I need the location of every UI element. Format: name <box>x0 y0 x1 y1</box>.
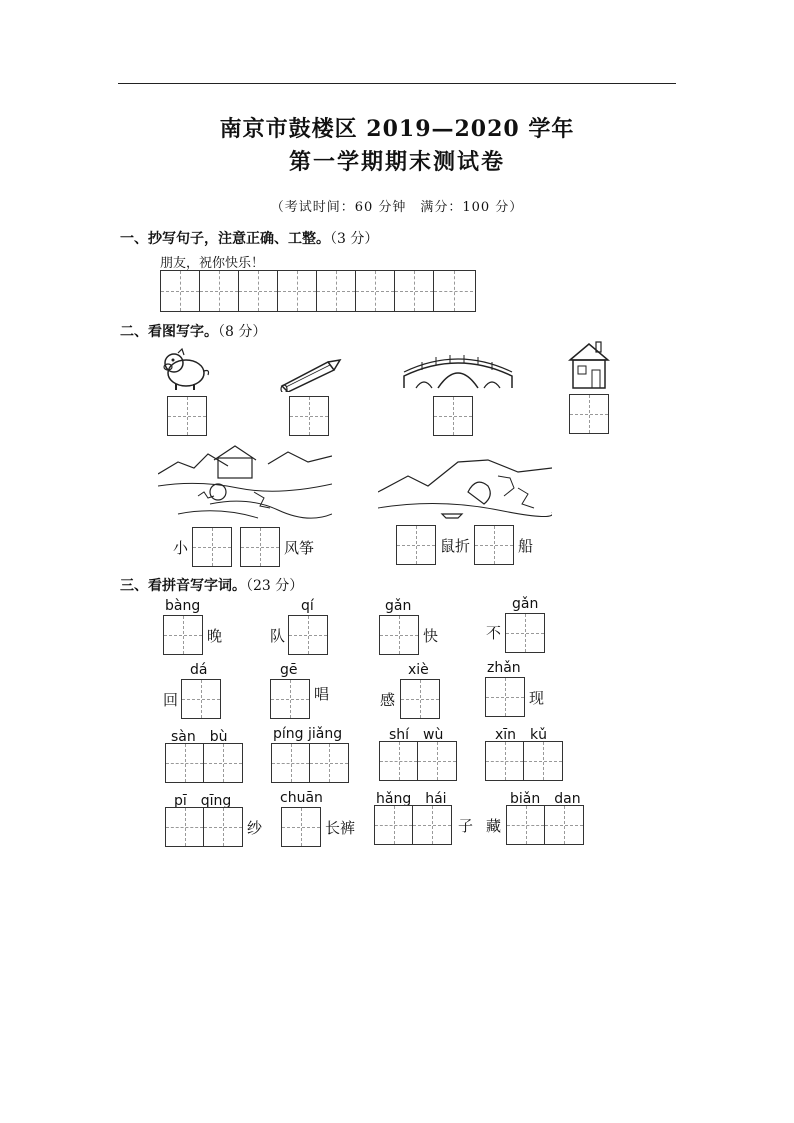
writing-cell[interactable] <box>545 806 583 844</box>
writing-grid[interactable] <box>165 807 243 847</box>
writing-grid-sentence[interactable] <box>160 270 476 312</box>
writing-cell[interactable] <box>524 742 562 780</box>
writing-grid-scene1-b[interactable] <box>240 527 280 567</box>
section2-title: 二、看图写字。 <box>120 324 218 340</box>
section1-points: （3 分） <box>330 231 379 247</box>
writing-grid[interactable] <box>506 805 584 845</box>
writing-grid[interactable] <box>379 615 419 655</box>
writing-cell[interactable] <box>356 271 395 311</box>
word-char: 子 <box>458 817 474 835</box>
writing-grid[interactable] <box>485 741 563 781</box>
writing-cell[interactable] <box>271 680 309 718</box>
writing-cell[interactable] <box>272 744 310 782</box>
writing-cell[interactable] <box>161 271 200 311</box>
writing-cell[interactable] <box>168 397 206 435</box>
pinyin-label: dá <box>190 662 208 678</box>
writing-grid-scene2-a[interactable] <box>396 525 436 565</box>
pinyin-label: hǎng hái <box>376 791 447 807</box>
word-char: 回 <box>163 691 179 709</box>
bridge-icon <box>402 352 514 392</box>
pinyin-label: xiè <box>408 662 429 678</box>
section3-points: （23 分） <box>246 578 304 594</box>
writing-grid-bridge[interactable] <box>433 396 473 436</box>
writing-grid[interactable] <box>374 805 452 845</box>
page-subtitle: 第一学期期末测试卷 <box>288 149 505 175</box>
pinyin-label: gē <box>280 662 298 678</box>
pinyin-label: gǎn <box>385 598 412 614</box>
word-char: 感 <box>380 691 396 709</box>
writing-cell[interactable] <box>507 806 545 844</box>
writing-cell[interactable] <box>475 526 513 564</box>
writing-grid-scene1-a[interactable] <box>192 527 232 567</box>
section3-title: 三、看拼音写字词。 <box>120 578 246 594</box>
pinyin-label: pī qīng <box>174 793 232 809</box>
writing-grid[interactable] <box>505 613 545 653</box>
writing-cell[interactable] <box>395 271 434 311</box>
pencil-icon <box>278 356 342 392</box>
writing-grid-scene2-b[interactable] <box>474 525 514 565</box>
writing-cell[interactable] <box>486 678 524 716</box>
house-icon <box>568 340 610 390</box>
writing-cell[interactable] <box>380 742 418 780</box>
exam-info: （考试时间：60 分钟 满分：100 分） <box>270 200 524 215</box>
writing-grid-pencil[interactable] <box>289 396 329 436</box>
writing-cell[interactable] <box>310 744 348 782</box>
scene-kite-illustration <box>158 444 332 522</box>
copy-sentence: 朋友，祝你快乐！ <box>160 256 265 271</box>
writing-cell[interactable] <box>166 808 204 846</box>
scene1-prefix: 小 <box>173 539 189 557</box>
scene-boat-illustration <box>378 452 552 522</box>
writing-grid[interactable] <box>163 615 203 655</box>
pig-icon <box>160 347 212 393</box>
writing-cell[interactable] <box>241 528 279 566</box>
pinyin-label: bàng <box>165 598 201 614</box>
word-char: 快 <box>423 627 439 645</box>
pinyin-label: gǎn <box>512 596 539 612</box>
writing-cell[interactable] <box>289 616 327 654</box>
word-char: 晚 <box>207 627 223 645</box>
writing-grid[interactable] <box>379 741 457 781</box>
word-char: 唱 <box>314 685 330 703</box>
writing-cell[interactable] <box>317 271 356 311</box>
section1-heading <box>120 228 378 248</box>
writing-grid[interactable] <box>181 679 221 719</box>
pinyin-label: sàn bù <box>171 729 228 745</box>
writing-grid[interactable] <box>271 743 349 783</box>
pinyin-label: xīn kǔ <box>495 727 548 743</box>
writing-cell[interactable] <box>413 806 451 844</box>
writing-cell[interactable] <box>401 680 439 718</box>
page-title: 南京市鼓楼区 2019—2020 学年 <box>219 116 575 142</box>
word-char: 队 <box>270 627 286 645</box>
writing-cell[interactable] <box>182 680 220 718</box>
writing-cell[interactable] <box>166 744 204 782</box>
writing-cell[interactable] <box>239 271 278 311</box>
top-rule <box>118 83 676 84</box>
writing-cell[interactable] <box>375 806 413 844</box>
writing-cell[interactable] <box>164 616 202 654</box>
scene1-suffix: 风筝 <box>284 539 315 557</box>
word-char: 不 <box>486 624 502 642</box>
pinyin-label: biǎn dan <box>510 791 581 807</box>
writing-cell[interactable] <box>434 271 473 311</box>
section2-heading <box>120 321 266 341</box>
writing-cell[interactable] <box>282 808 320 846</box>
pinyin-label: qí <box>301 598 314 614</box>
pinyin-label: shí wù <box>389 727 444 743</box>
writing-grid[interactable] <box>165 743 243 783</box>
word-char: 现 <box>529 689 545 707</box>
scene2-suffix: 船 <box>518 537 534 555</box>
writing-grid-house[interactable] <box>569 394 609 434</box>
section1-title: 一、抄写句子，注意正确、工整。 <box>120 231 330 247</box>
writing-cell[interactable] <box>397 526 435 564</box>
writing-cell[interactable] <box>278 271 317 311</box>
writing-cell[interactable] <box>290 397 328 435</box>
word-char: 纱 <box>247 819 263 837</box>
writing-cell[interactable] <box>380 616 418 654</box>
scene2-middle: 鼠折 <box>440 537 471 555</box>
pinyin-label: zhǎn <box>487 660 521 676</box>
writing-cell[interactable] <box>418 742 456 780</box>
writing-cell[interactable] <box>200 271 239 311</box>
word-char: 长裤 <box>325 819 356 837</box>
writing-cell[interactable] <box>434 397 472 435</box>
writing-grid[interactable] <box>485 677 525 717</box>
section3-heading <box>120 575 303 595</box>
section2-points: （8 分） <box>218 324 267 340</box>
writing-grid[interactable] <box>281 807 321 847</box>
writing-cell[interactable] <box>193 528 231 566</box>
writing-grid-pig[interactable] <box>167 396 207 436</box>
writing-cell[interactable] <box>506 614 544 652</box>
writing-cell[interactable] <box>486 742 524 780</box>
writing-cell[interactable] <box>570 395 608 433</box>
writing-cell[interactable] <box>204 744 242 782</box>
writing-grid[interactable] <box>288 615 328 655</box>
writing-grid[interactable] <box>270 679 310 719</box>
writing-cell[interactable] <box>204 808 242 846</box>
pinyin-label: chuān <box>280 790 323 806</box>
pinyin-label: píng jiǎng <box>273 726 343 742</box>
word-char: 藏 <box>486 817 502 835</box>
writing-grid[interactable] <box>400 679 440 719</box>
